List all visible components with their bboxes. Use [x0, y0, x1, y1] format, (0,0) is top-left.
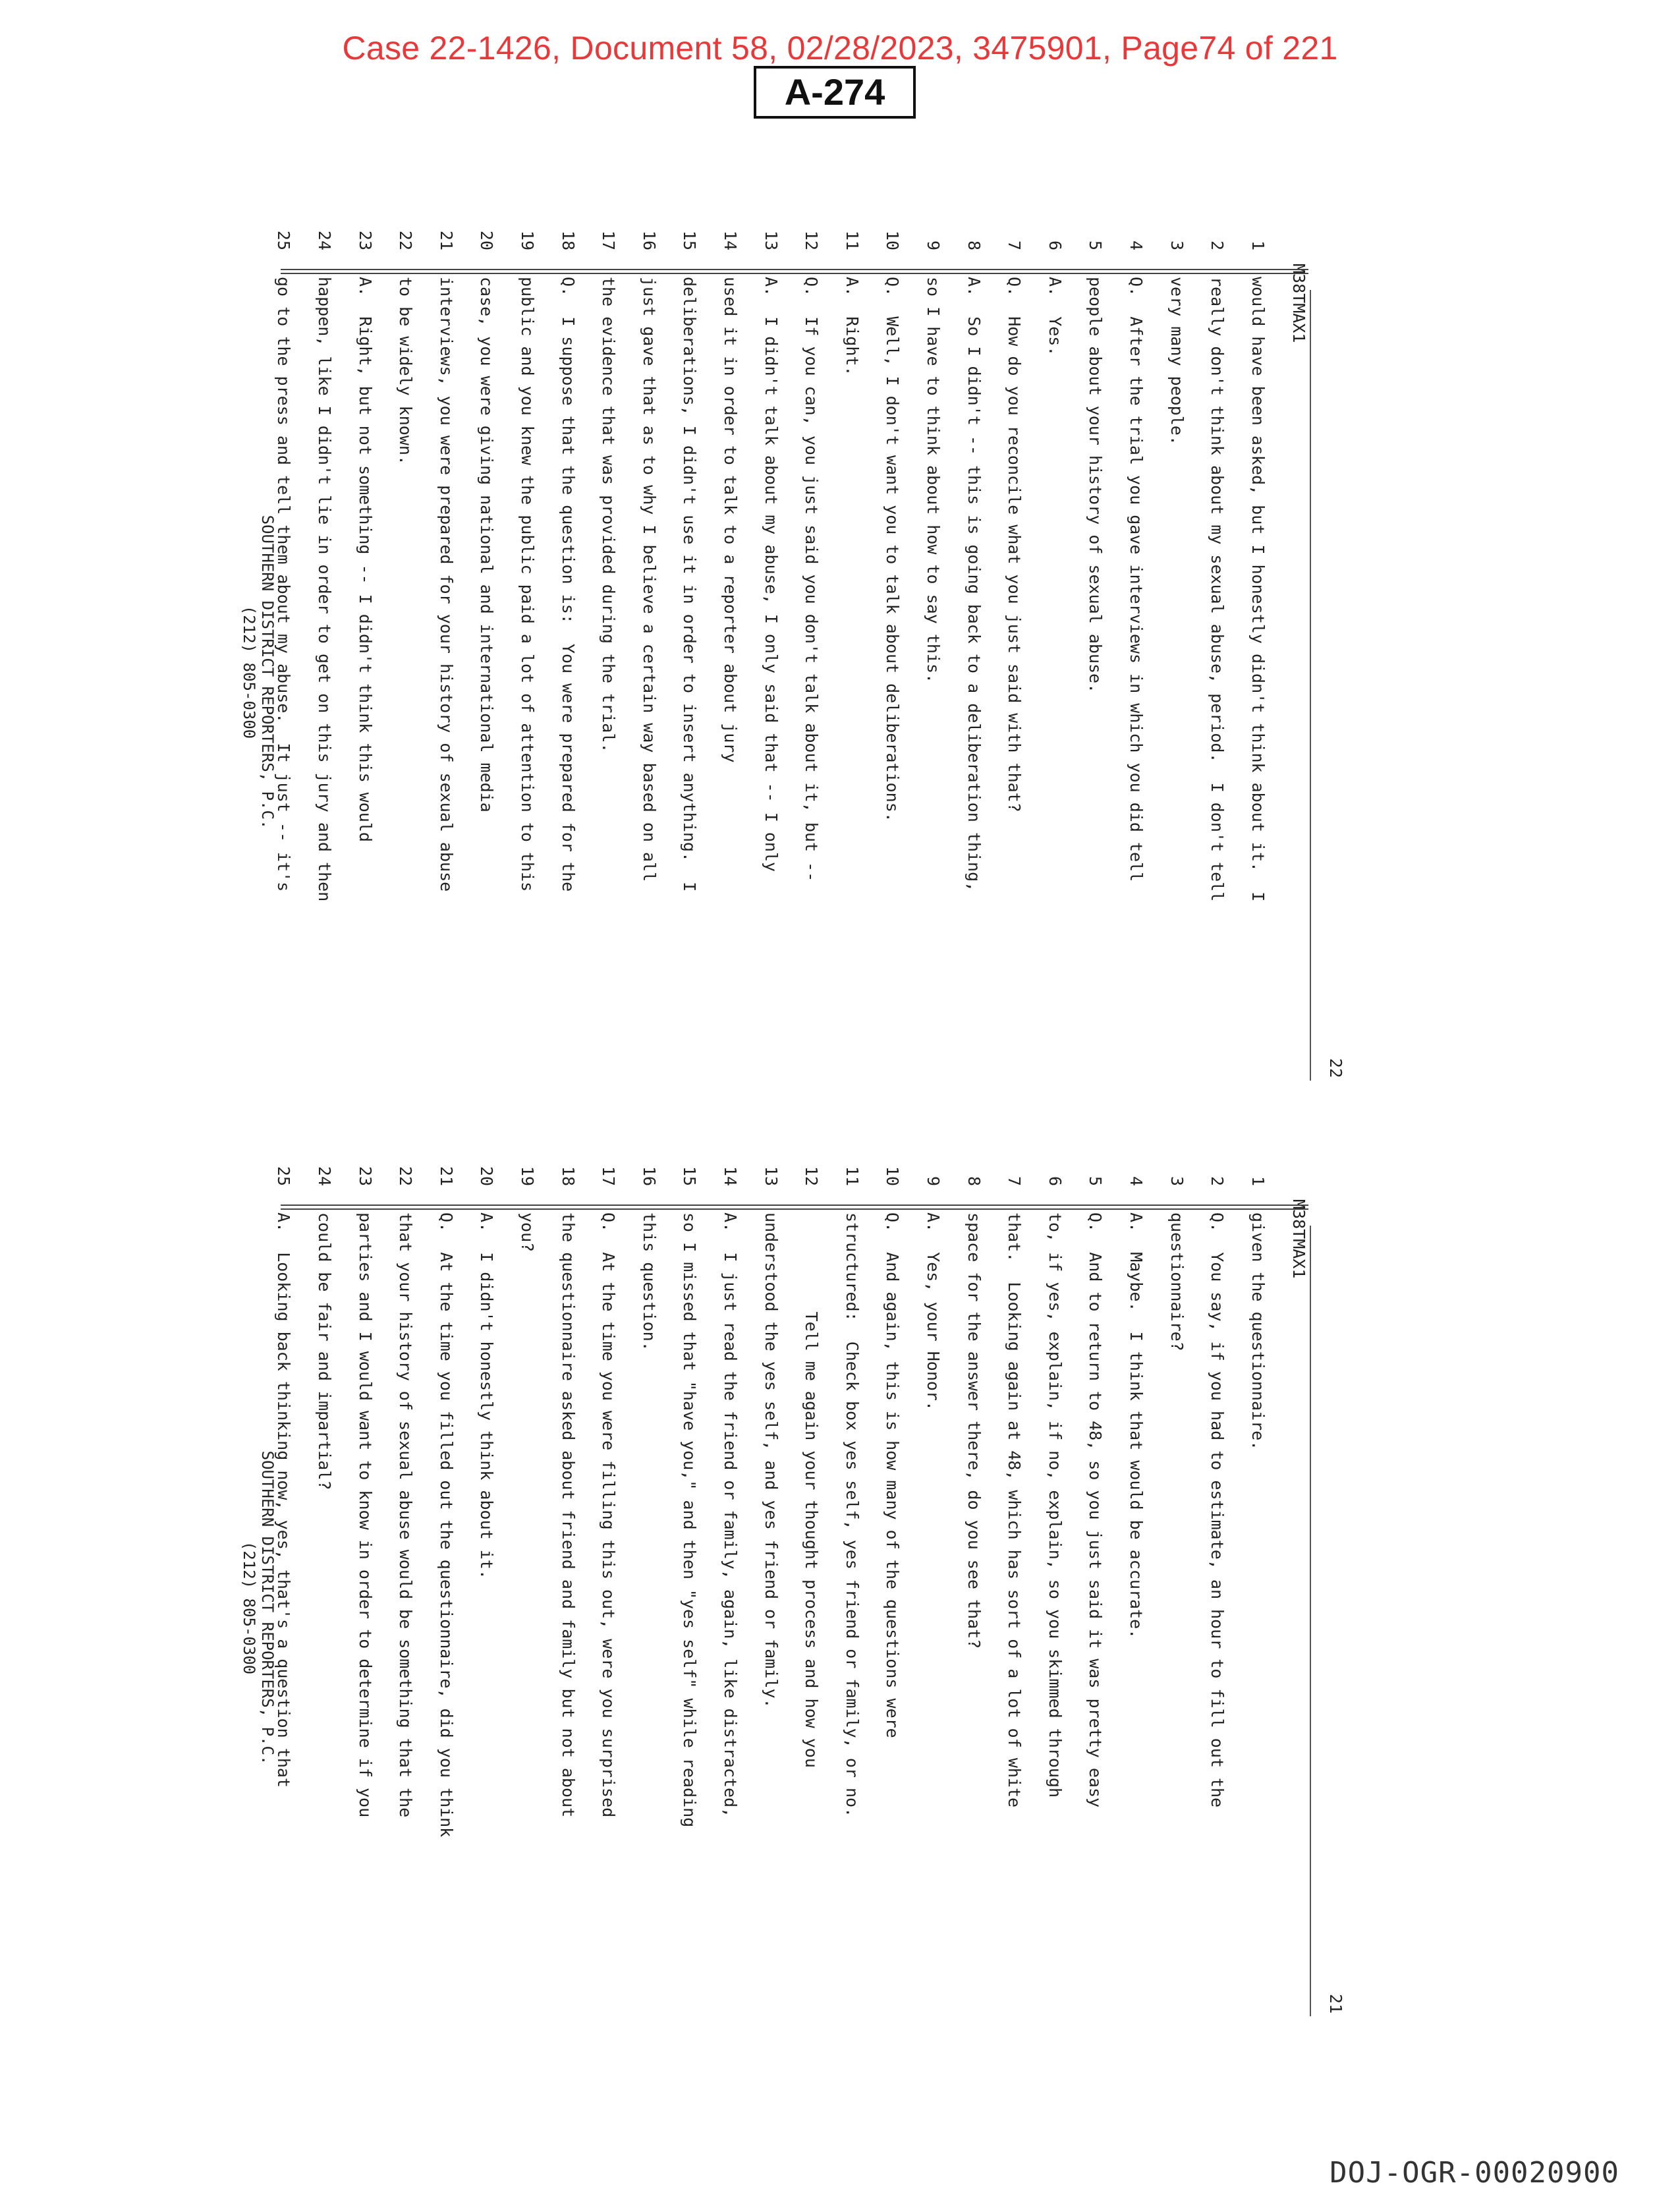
transcript-line	[507, 211, 548, 1067]
page-number: 22	[1326, 1058, 1345, 1078]
line-number: 23	[355, 1166, 375, 1186]
line-text: Q. And to return to 48, so you just said it was pretty easy	[1086, 1212, 1106, 1808]
line-text: space for the answer there, do you see that?	[964, 1212, 984, 1649]
transcript-line	[304, 1147, 345, 2003]
line-number: 11	[842, 230, 862, 250]
line-text: A. Yes, your Honor.	[923, 1212, 943, 1411]
line-number: 15	[680, 1166, 700, 1186]
transcript-page-22	[240, 230, 1351, 1081]
line-number: 5	[1086, 240, 1106, 250]
line-number: 1	[1248, 240, 1268, 250]
line-text: really don't think about my sexual abuse, period. I don't tell	[1208, 277, 1227, 902]
line-number: 2	[1208, 240, 1227, 250]
transcript-line	[588, 1147, 629, 2003]
line-text: questionnaire?	[1167, 1212, 1187, 1351]
line-number: 19	[518, 230, 538, 250]
transcript-line	[1075, 1147, 1116, 2003]
line-number: 8	[964, 240, 984, 250]
transcript-line	[1034, 211, 1075, 1067]
line-text: given the questionnaire.	[1248, 1212, 1268, 1451]
line-text: very many people.	[1167, 277, 1187, 445]
line-number: 14	[720, 1166, 740, 1186]
page-number: 21	[1326, 1993, 1345, 2014]
line-number: 21	[436, 230, 456, 250]
line-number: 19	[518, 1166, 538, 1186]
transcript-line	[750, 211, 791, 1067]
transcript-line	[953, 211, 994, 1067]
line-number: 22	[396, 1166, 416, 1186]
line-text: the evidence that was provided during the trial.	[599, 277, 619, 753]
line-number: 9	[923, 240, 943, 250]
line-number: 5	[1086, 1176, 1106, 1186]
transcript-line	[466, 1147, 507, 2003]
line-number: 14	[720, 230, 740, 250]
transcript-line	[1075, 211, 1116, 1067]
transcript-line	[507, 1147, 548, 2003]
line-text: A. Right, but not something -- I didn't think this would	[355, 277, 375, 842]
line-number: 1	[1248, 1176, 1268, 1186]
transcript-line	[466, 211, 507, 1067]
line-number: 12	[802, 1166, 822, 1186]
transcript-line	[913, 1147, 954, 2003]
line-number: 20	[477, 230, 497, 250]
line-number: 11	[842, 1166, 862, 1186]
line-text: A. So I didn't -- this is going back to a deliberation thing,	[964, 277, 984, 892]
line-text: this question.	[639, 1212, 659, 1351]
line-text: case, you were giving national and international media	[477, 277, 497, 812]
transcript-line	[629, 211, 670, 1067]
line-number: 18	[558, 1166, 578, 1186]
transcript-lines	[264, 1147, 1278, 2003]
transcript-line	[1116, 1147, 1157, 2003]
transcript-line	[547, 1147, 588, 2003]
transcript-line	[1156, 1147, 1197, 2003]
transcript-line	[994, 1147, 1035, 2003]
transcript-line	[831, 1147, 872, 2003]
reporter-footer	[240, 264, 277, 1081]
transcript-line	[1156, 211, 1197, 1067]
reporter-footer	[240, 1199, 277, 2016]
line-text: Q. At the time you were filling this out, were you surprised	[599, 1212, 619, 1818]
transcript-line	[426, 211, 467, 1067]
line-number: 17	[599, 230, 619, 250]
line-number: 22	[396, 230, 416, 250]
transcript-page-21	[240, 1166, 1351, 2016]
exhibit-label: A-274	[754, 66, 916, 119]
line-text: A. I didn't talk about my abuse, I only said that -- I only	[761, 277, 781, 872]
transcript-line	[426, 1147, 467, 2003]
line-text: parties and I would want to know in order to determine if you	[355, 1212, 375, 1818]
line-text: just gave that as to why I believe a certain way based on all	[639, 277, 659, 882]
header-rule	[1310, 290, 1311, 1081]
transcript-line	[1034, 1147, 1075, 2003]
line-text: public and you knew the public paid a lot of attention to this	[518, 277, 538, 892]
transcript-line	[304, 211, 345, 1067]
transcript-line	[913, 211, 954, 1067]
bates-number: DOJ-OGR-00020900	[1330, 2156, 1619, 2190]
line-text: understood the yes self, and yes friend or family.	[761, 1212, 781, 1709]
line-number: 21	[436, 1166, 456, 1186]
line-number: 24	[315, 1166, 335, 1186]
line-number: 7	[1005, 240, 1024, 250]
transcript-line	[588, 211, 629, 1067]
line-text: A. Looking back thinking now, yes, that's a question that	[274, 1212, 294, 1788]
line-text: A. I didn't honestly think about it.	[477, 1212, 497, 1579]
line-text: Q. I suppose that the question is: You were prepared for the	[558, 277, 578, 892]
line-number: 12	[802, 230, 822, 250]
line-text: would have been asked, but I honestly didn't think about it. I	[1248, 277, 1268, 902]
reporter-phone: (212) 805-0300	[240, 605, 258, 739]
reporter-phone: (212) 805-0300	[240, 1541, 258, 1675]
transcript-line	[1237, 211, 1278, 1067]
line-number: 24	[315, 230, 335, 250]
line-number: 3	[1167, 240, 1187, 250]
transcript-line	[710, 1147, 751, 2003]
line-text: to, if yes, explain, if no, explain, so you skimmed through	[1045, 1212, 1065, 1798]
transcript-line	[1197, 1147, 1238, 2003]
line-number: 23	[355, 230, 375, 250]
line-number: 3	[1167, 1176, 1187, 1186]
transcript-line	[710, 211, 751, 1067]
line-text: A. Maybe. I think that would be accurate.	[1126, 1212, 1146, 1639]
line-text: Q. If you can, you just said you don't talk about it, but --	[802, 277, 822, 882]
transcript-line	[750, 1147, 791, 2003]
transcript-line	[831, 211, 872, 1067]
line-text: to be widely known.	[396, 277, 416, 465]
line-number: 10	[883, 230, 903, 250]
transcript-line	[791, 211, 832, 1067]
transcript-line	[1237, 1147, 1278, 2003]
line-text: Q. And again, this is how many of the questions were	[883, 1212, 903, 1738]
line-number: 4	[1126, 240, 1146, 250]
line-text: Q. You say, if you had to estimate, an hour to fill out the	[1208, 1212, 1227, 1808]
line-number: 2	[1208, 1176, 1227, 1186]
transcript-line	[1116, 211, 1157, 1067]
line-text: deliberations, I didn't use it in order to insert anything. I	[680, 277, 700, 892]
line-text: Q. At the time you filled out the questionnaire, did you think	[436, 1212, 456, 1838]
reporter-name: SOUTHERN DISTRICT REPORTERS, P.C.	[258, 515, 277, 830]
header-rule	[1310, 1226, 1311, 2016]
transcript-line	[872, 1147, 913, 2003]
transcript-lines	[264, 211, 1278, 1067]
line-number: 17	[599, 1166, 619, 1186]
transcript-line	[872, 211, 913, 1067]
line-number: 6	[1045, 1176, 1065, 1186]
line-number: 15	[680, 230, 700, 250]
transcript-line	[994, 211, 1035, 1067]
line-number: 6	[1045, 240, 1065, 250]
line-text: A. Yes.	[1045, 277, 1065, 356]
transcript-line	[791, 1147, 832, 2003]
line-number: 10	[883, 1166, 903, 1186]
line-text: the questionnaire asked about friend and family but not about	[558, 1212, 578, 1818]
line-text: that your history of sexual abuse would be something that the	[396, 1212, 416, 1818]
line-number: 8	[964, 1176, 984, 1186]
transcript-line	[669, 1147, 710, 2003]
line-text: go to the press and tell them about my abuse. It just -- it's	[274, 277, 294, 892]
line-text: Tell me again your thought process and how you	[802, 1212, 822, 1768]
line-text: people about your history of sexual abuse.	[1086, 277, 1106, 694]
line-number: 13	[761, 230, 781, 250]
reporter-name: SOUTHERN DISTRICT REPORTERS, P.C.	[258, 1450, 277, 1765]
case-header: Case 22-1426, Document 58, 02/28/2023, 3475901, Page74 of 221	[342, 30, 1338, 67]
doc-id: M38TMAX1	[1289, 264, 1308, 343]
doc-id: M38TMAX1	[1289, 1199, 1308, 1279]
line-number: 16	[639, 1166, 659, 1186]
line-number: 7	[1005, 1176, 1024, 1186]
line-number: 25	[274, 1166, 294, 1186]
line-number: 13	[761, 1166, 781, 1186]
line-number: 4	[1126, 1176, 1146, 1186]
line-text: interviews, you were prepared for your history of sexual abuse	[436, 277, 456, 892]
transcript-line	[385, 1147, 426, 2003]
line-text: Q. Well, I don't want you to talk about deliberations.	[883, 277, 903, 822]
line-text: A. Right.	[842, 277, 862, 376]
line-text: so I have to think about how to say this.	[923, 277, 943, 684]
line-number: 20	[477, 1166, 497, 1186]
line-text: structured: Check box yes self, yes friend or family, or no.	[842, 1212, 862, 1818]
line-number: 9	[923, 1176, 943, 1186]
line-number: 25	[274, 230, 294, 250]
line-text: Q. After the trial you gave interviews in which you did tell	[1126, 277, 1146, 882]
line-text: so I missed that "have you," and then "yes self" while reading	[680, 1212, 700, 1828]
line-text: A. I just read the friend or family, again, like distracted,	[720, 1212, 740, 1818]
line-number: 16	[639, 230, 659, 250]
line-text: you?	[518, 1212, 538, 1253]
line-text: could be fair and impartial?	[315, 1212, 335, 1490]
transcript-line	[385, 211, 426, 1067]
transcript-line	[345, 211, 385, 1067]
line-text: happen, like I didn't lie in order to get on this jury and then	[315, 277, 335, 902]
transcript-line	[629, 1147, 670, 2003]
transcript-line	[547, 211, 588, 1067]
transcript-line	[669, 211, 710, 1067]
line-text: that. Looking again at 48, which has sort of a lot of white	[1005, 1212, 1024, 1808]
transcript-line	[953, 1147, 994, 2003]
line-text: used it in order to talk to a reporter about jury	[720, 277, 740, 763]
transcript-line	[1197, 211, 1238, 1067]
line-text: Q. How do you reconcile what you just said with that?	[1005, 277, 1024, 812]
line-number: 18	[558, 230, 578, 250]
transcript-line	[345, 1147, 385, 2003]
